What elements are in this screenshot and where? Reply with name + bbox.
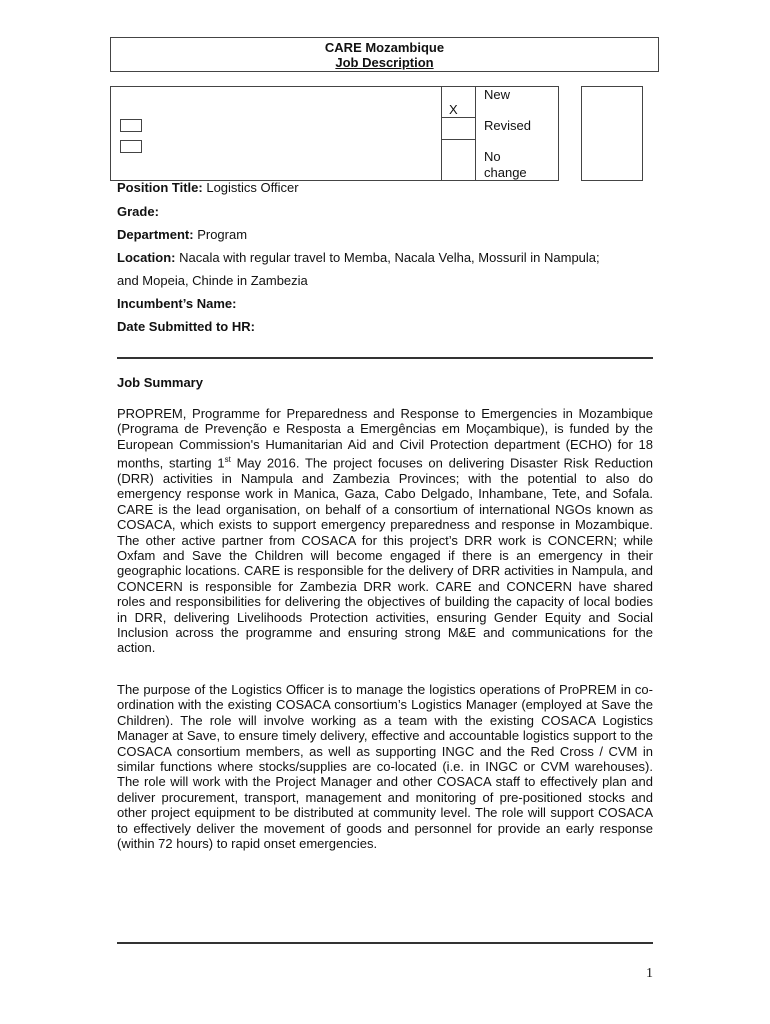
job-summary-paragraph-2: The purpose of the Logistics Officer is to manage the logistics operations of ProPREM in co-ordination with the existing COSACA consortium’s Logistics Manager (employed at Save the Children). The role will involve working as a team with the existing COSACA Logistics Manager at Save, to ensure timely delivery, effective and accountable logistics support to the COSACA consortium members, as well as supporting INGC and the Red Cross / CVM in similar functions where stocks/supplies are co-located (i.e. in INGC or CVM warehouses). The role will work with the Project Manager and other COSACA staff to effectively plan and deliver procurement, transport, management and monitoring of pre-positioned stocks and other project equipment to be distributed at community level. The role will support COSACA to effectively deliver the movement of goods and personnel for provide an early response (within 72 hours) to rapid onset emergencies. — [117, 682, 653, 852]
location-label: Location: — [117, 250, 176, 265]
para1-part-a: PROPREM, Programme for Preparedness and Response to Emergencies in Mozambique (Programa de Prevenção e Resposta a Emergências em Moçambique), is funded by the European Commission's Humanitarian Aid and Civil Protection department (ECHO) for 18 months, starting 1 — [117, 406, 653, 471]
divider-bottom — [117, 942, 653, 944]
status-row-divider-1 — [441, 117, 476, 118]
para1-superscript: st — [224, 455, 231, 465]
divider-top — [117, 357, 653, 359]
location-value-line1: Nacala with regular travel to Memba, Nacala Velha, Mossuril in Nampula; — [179, 250, 600, 265]
checkbox-2[interactable] — [120, 140, 142, 153]
status-option-no-change: No change — [484, 149, 527, 180]
para1-part-b: May 2016. The project focuses on delivering Disaster Risk Reduction (DRR) activities in Nampula and Zambezia Provinces; with the potential to also do emergency response work in Manica, Gaza, Cabo Delgado, Inhambane, Tete, and Sofala. CARE is the lead organisation, on behalf of a consortium of international NGOs known as COSACA, which exists to support emergency preparedness and response in Mozambique. The other active partner from COSACA for this project’s DRR work is CONCERN; while Oxfam and Save the Children will become engaged if there is an emergency in their geographic locations. CARE is responsible for the delivery of DRR activities in Nampula, and CONCERN is responsible for Zambezia DRR work. CARE and CONCERN have shared roles and responsibilities for delivering the objectives of building the capacity of local bodies in DRR, delivering Livelihoods Protection activities, ensuring Gender Equity and Social Inclusion across the programme and ensuring strong M&E and communications for the action. — [117, 455, 654, 656]
status-mark: X — [449, 102, 458, 117]
status-divider-left — [441, 86, 442, 181]
document-type: Job Description — [335, 55, 434, 70]
position-title-field — [117, 180, 299, 195]
status-option-revised: Revised — [484, 118, 531, 133]
grade-field — [117, 204, 159, 219]
side-box — [581, 86, 643, 181]
position-title-value: Logistics Officer — [206, 180, 299, 195]
date-submitted-label: Date Submitted to HR: — [117, 319, 255, 334]
grade-label: Grade: — [117, 204, 159, 219]
department-value: Program — [197, 227, 248, 242]
job-summary-paragraph-1 — [117, 406, 653, 656]
status-row-divider-2 — [441, 139, 476, 140]
status-divider-right — [475, 86, 476, 181]
incumbent-label: Incumbent’s Name: — [117, 296, 237, 311]
page-number: 1 — [646, 966, 653, 981]
org-name: CARE Mozambique — [324, 40, 445, 55]
department-field — [117, 227, 247, 242]
job-summary-title: Job Summary — [117, 375, 203, 390]
document-header — [110, 37, 659, 72]
status-option-new: New — [484, 87, 511, 102]
department-label: Department: — [117, 227, 194, 242]
location-field — [117, 250, 600, 265]
checkbox-1[interactable] — [120, 119, 142, 132]
location-value-line2: and Mopeia, Chinde in Zambezia — [117, 273, 308, 288]
position-title-label: Position Title: — [117, 180, 203, 195]
incumbent-field — [117, 296, 236, 311]
date-submitted-field — [117, 319, 255, 334]
